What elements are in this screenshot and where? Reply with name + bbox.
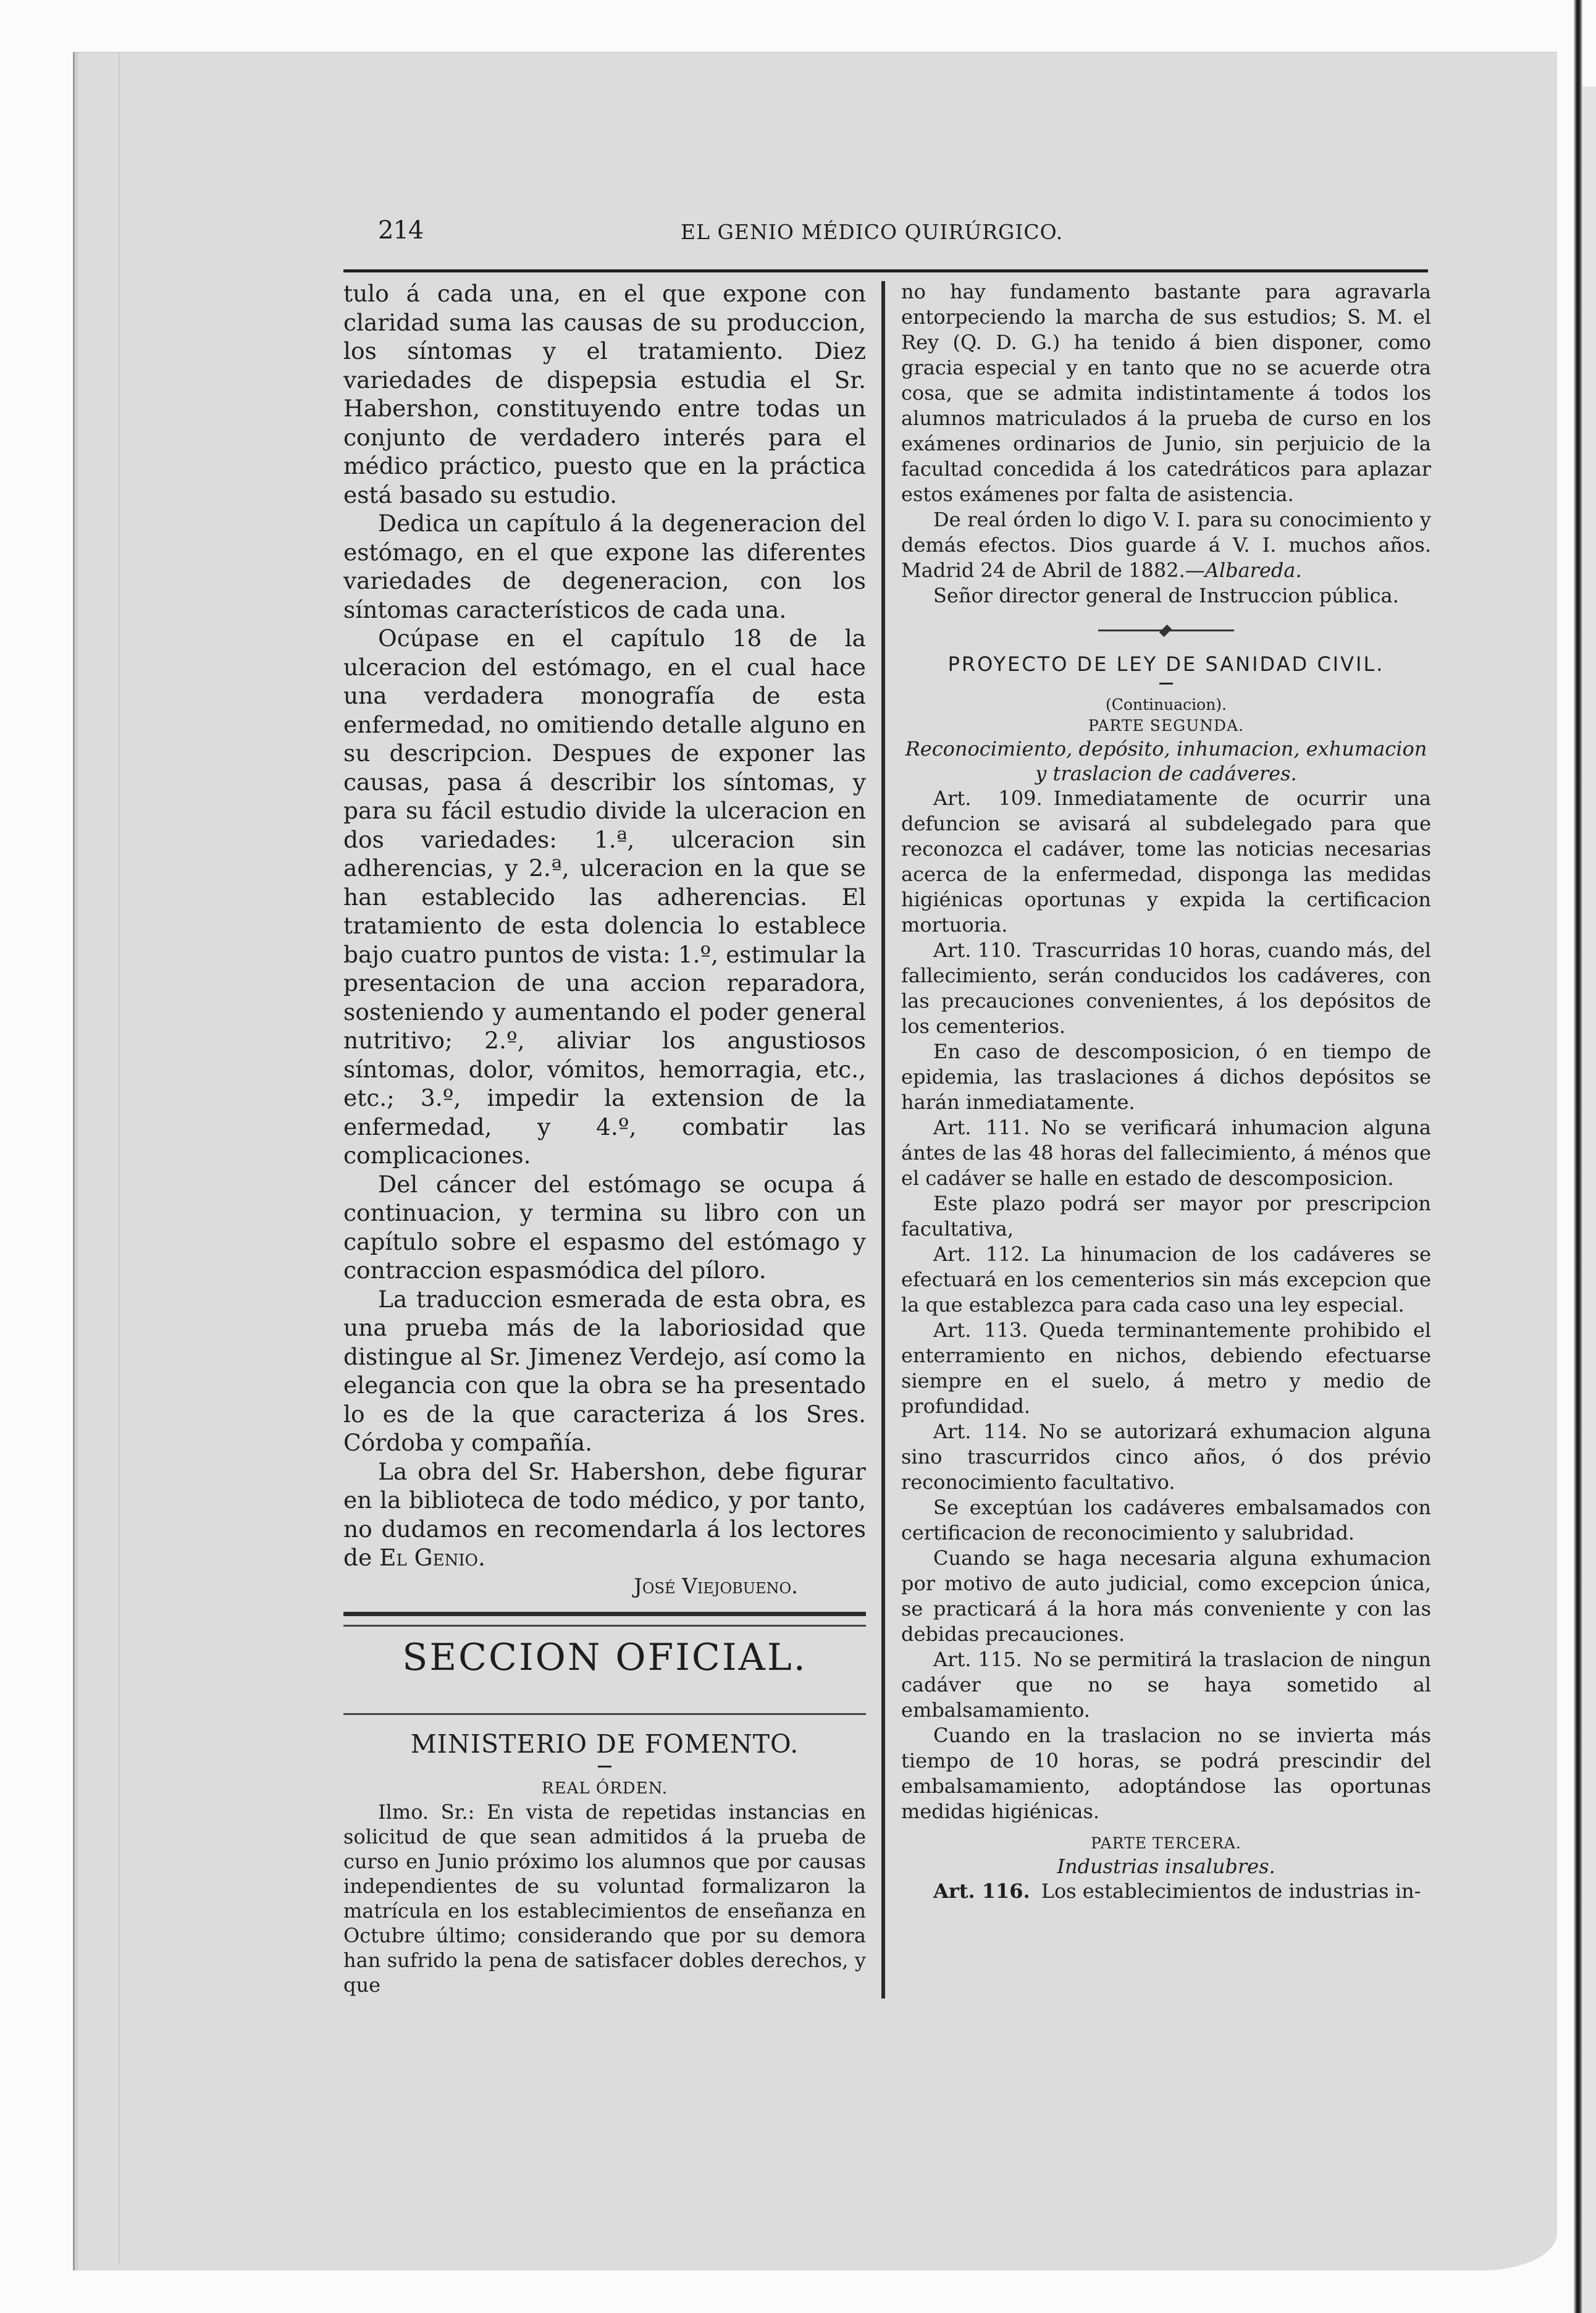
- article-text: Este plazo podrá ser mayor por prescripcion facultativa,: [901, 1192, 1431, 1241]
- header-rule: [343, 269, 1428, 272]
- article-number: Art. 114.: [933, 1420, 1028, 1443]
- order-closing-text: De real órden lo digo V. I. para su conocimiento y demás efectos. Dios guarde á V. I. muchos años. Madrid 24 de Abril de 1882.—: [901, 508, 1431, 582]
- review-paragraph-final: [343, 1457, 866, 1572]
- article-text: En caso de descomposicion, ó en tiempo de epidemia, las traslaciones á dichos depósitos se harán inmediatamente.: [901, 1040, 1431, 1114]
- article-text: No se permitirá la traslacion de ningun cadáver que no se haya sometido al embalsamamiento.: [901, 1648, 1432, 1722]
- running-head: [378, 216, 1428, 253]
- ministry-heading: MINISTERIO DE FOMENTO.: [410, 1729, 799, 1759]
- book-spine: [1574, 0, 1582, 2313]
- article-text: Inmediatamente de ocurrir una defuncion se avisará al subdelegado para que reconozca el cadáver, tome las noticias necesarias acerca de la enfermedad, disponga las medidas higiénicas oportunas y expida la certificacion mortuoria.: [901, 786, 1432, 937]
- section-rule-top: [343, 1612, 866, 1627]
- ornamental-divider: [1098, 625, 1234, 637]
- law-title: PROYECTO DE LEY DE SANIDAD CIVIL.: [947, 652, 1385, 676]
- journal-title: EL GENIO MÉDICO QUIRÚRGICO.: [681, 220, 1064, 244]
- order-paragraph: no hay fundamento bastante para agravarla entorpeciendo la marcha de sus estudios; S. M. el Rey (Q. D. G.) ha tenido á bien disponer, como gracia especial y en tanto que no se acuerde otra cosa, que se admita indistintamente á todos los alumnos matriculados á la prueba de curso en los exámenes ordinarios de Junio, sin perjuicio de la facultad concedida á los catedráticos para aplazar estos exámenes por falta de asistencia.: [901, 280, 1431, 506]
- article-paragraph: [901, 1318, 1431, 1419]
- review-paragraph: La traduccion esmerada de esta obra, es una prueba más de la laboriosidad que distingue al Sr. Jimenez Verdejo, así como la elegancia con que la obra se ha presentado lo es de la que caracteriza á los Sres. Córdoba y compañía.: [343, 1285, 866, 1456]
- article-paragraph: [901, 1419, 1431, 1495]
- adjacent-page-edge: [1582, 86, 1596, 2313]
- article-text: Queda terminantemente prohibido el enterramiento en nichos, debiendo efectuarse siempre en el suelo, á metro y medio de profundidad.: [901, 1318, 1432, 1418]
- order-addressee: Señor director general de Instruccion pública.: [933, 584, 1399, 607]
- article-text: Se exceptúan los cadáveres embalsamados con certificacion de reconocimiento y salubridad.: [901, 1496, 1431, 1544]
- article-number: Art. 110.: [933, 938, 1022, 962]
- article-number: Art. 113.: [933, 1318, 1028, 1342]
- author-signature: José Viejobueno.: [634, 1574, 798, 1599]
- review-text: La obra del Sr. Habershon, debe figurar en la biblioteca de todo médico, y por tanto, no dudamos en recomendarla á los lectores de: [343, 1457, 866, 1571]
- column-divider: [881, 281, 885, 1999]
- article-text: Trascurridas 10 horas, cuando más, del fallecimiento, serán conducidos los cadáveres, con las precauciones convenientes, á los depósitos de los cementerios.: [901, 938, 1431, 1038]
- article-text: La hinumacion de los cadáveres se efectuará en los cementerios sin más excepcion que la que establezca para cada caso una ley especial.: [901, 1242, 1431, 1317]
- part-two-articles: [901, 786, 1431, 1824]
- right-column: [901, 279, 1431, 1904]
- part-two-heading: PARTE SEGUNDA.: [1088, 717, 1245, 735]
- article-text: Los establecimientos de industrias in-: [1041, 1879, 1421, 1903]
- review-paragraph: Dedica un capítulo á la degeneracion del estómago, en el que expone las diferentes variedades de degeneracion, con los síntomas característicos de cada una.: [343, 510, 866, 623]
- left-column: [343, 279, 866, 1997]
- diamond-ornament-icon: [1159, 625, 1172, 637]
- article-paragraph: [901, 1495, 1431, 1546]
- article-number: Art. 116.: [933, 1879, 1030, 1903]
- article-number: Art. 109.: [933, 786, 1043, 810]
- page-fold-line: [119, 52, 120, 2264]
- section-rule-bottom: [343, 1713, 866, 1715]
- continuation-note: (Continuacion).: [1105, 696, 1227, 714]
- article-number: Art. 112.: [933, 1242, 1030, 1266]
- article-paragraph: [901, 938, 1431, 1039]
- article-number: Art. 111.: [933, 1116, 1030, 1139]
- article-paragraph: [901, 1242, 1431, 1318]
- review-paragraph: Del cáncer del estómago se ocupa á continuacion, y termina su libro con un capítulo sobre el espasmo del estómago y contraccion espasmódica del píloro.: [343, 1170, 866, 1284]
- article-paragraph: [901, 786, 1431, 938]
- article-paragraph: [901, 1191, 1431, 1242]
- order-heading: REAL ÓRDEN.: [542, 1779, 668, 1798]
- article-paragraph: [901, 1879, 1431, 1904]
- article-text: No se verificará inhumacion alguna ántes de las 48 horas del fallecimiento, á ménos que el cadáver se halle en estado de descomposicion.: [901, 1116, 1431, 1190]
- section-title: SECCION OFICIAL.: [402, 1636, 807, 1679]
- review-paragraph: tulo á cada una, en el que expone con claridad suma las causas de su produccion, los síntomas y el tratamiento. Diez variedades de dispepsia estudia el Sr. Habershon, constituyendo entre todas un conjunto de verdadero interés para el médico práctico, puesto que en la práctica está basado su estudio.: [343, 280, 866, 508]
- article-paragraph: [901, 1039, 1431, 1115]
- article-paragraph: [901, 1723, 1431, 1824]
- article-paragraph: [901, 1546, 1431, 1647]
- short-dash-divider: [598, 1766, 611, 1767]
- article-text: Cuando se haga necesaria alguna exhumacion por motivo de auto judicial, como excepcion única, se practicará á la hora más conveniente y con las debidas precauciones.: [901, 1546, 1431, 1646]
- order-paragraph: Ilmo. Sr.: En vista de repetidas instancias en solicitud de que sean admitidos á la prueba de curso en Junio próximo los alumnos que por causas independientes de su voluntad formalizaron la matrícula en los establecimientos de enseñanza en Octubre último; considerando que por su demora han sufrido la pena de satisfacer dobles derechos, y que: [343, 1800, 866, 1997]
- page-number: 214: [378, 216, 424, 245]
- article-text: No se autorizará exhumacion alguna sino trascurridos cinco años, ó dos prévio reconocimiento facultativo.: [901, 1420, 1432, 1494]
- part-three-subtitle: Industrias insalubres.: [1057, 1855, 1275, 1878]
- review-paragraph: Ocúpase en el capítulo 18 de la ulceracion del estómago, en el cual hace una verdadera monografía de esta enfermedad, no omitiendo detalle alguno en su descripcion. Despues de exponer las causas, pasa á describir los síntomas, y para su fácil estudio divide la ulceracion en dos variedades: 1.ª, ulceracion sin adherencias, y 2.ª, ulceracion en la que se han establecido las adherencias. El tratamiento de esta dolencia lo establece bajo cuatro puntos de vista: 1.º, estimular la presentacion de una accion reparadora, sosteniendo y aumentando el poder general nutritivo; 2.º, aliviar los angustiosos síntomas, dolor, vómitos, hemorragia, etc., etc.; 3.º, impedir la extension de la enfermedad, y 4.º, combatir las complicaciones.: [343, 625, 866, 1169]
- article-paragraph: [901, 1647, 1431, 1723]
- journal-short-name: El Genio.: [379, 1544, 485, 1571]
- part-three-articles: [901, 1879, 1431, 1904]
- order-signer: Albareda.: [1204, 558, 1302, 582]
- order-closing: [901, 507, 1431, 583]
- short-dash-divider: [1159, 683, 1173, 685]
- article-paragraph: [901, 1115, 1431, 1191]
- article-number: Art. 115.: [933, 1648, 1022, 1671]
- part-two-subtitle: Reconocimiento, depósito, inhumacion, exhumacion y traslacion de cadáveres.: [905, 737, 1427, 785]
- part-three-heading: PARTE TERCERA.: [1091, 1834, 1241, 1852]
- article-text: Cuando en la traslacion no se invierta más tiempo de 10 horas, se podrá prescindir del embalsamamiento, adoptándose las oportunas medidas higiénicas.: [901, 1724, 1431, 1823]
